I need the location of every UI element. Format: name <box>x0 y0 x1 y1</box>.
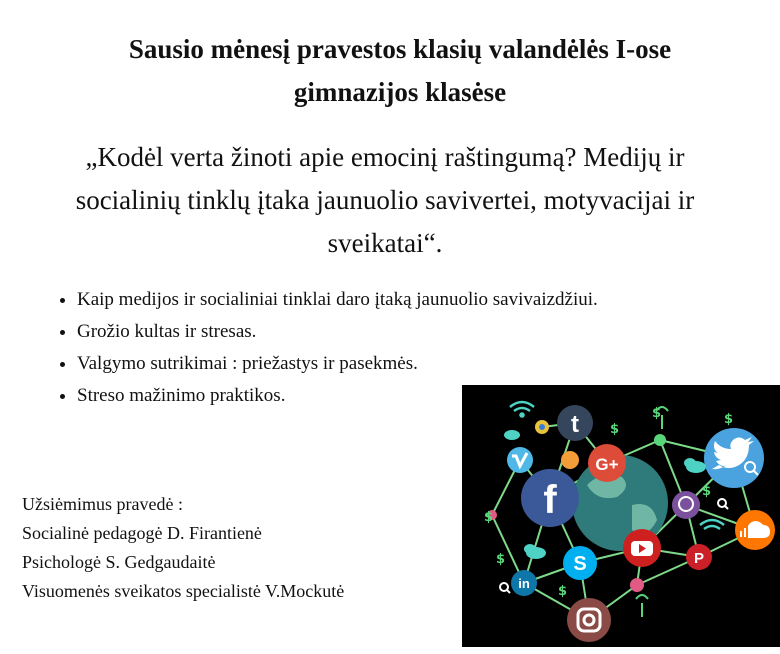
svg-text:$: $ <box>558 584 568 599</box>
tumblr-icon <box>557 405 593 441</box>
svg-text:$: $ <box>496 552 506 567</box>
cloud-icon <box>684 458 706 473</box>
topic-quote-line-3: sveikatai“. <box>327 228 443 258</box>
topic-list-item: • Grožio kultas ir stresas. <box>77 316 598 348</box>
wifi-icon <box>510 402 534 417</box>
search-icon <box>718 499 728 509</box>
wifi-icon <box>700 520 724 529</box>
search-icon <box>500 583 510 593</box>
facebook-logo-letter: f <box>543 478 557 522</box>
vimeo-icon <box>507 447 533 473</box>
topic-list-item: • Streso mažinimo praktikos. <box>77 380 598 412</box>
antenna-icon <box>636 595 648 617</box>
svg-text:$: $ <box>702 484 712 499</box>
skype-logo-letter: S <box>573 553 587 575</box>
pinterest-icon <box>686 544 712 570</box>
tumblr-logo-letter: t <box>571 411 579 438</box>
topic-list-item: • Kaip medijos ir socialiniai tinklai daro įtaką jaunuolio savivaizdžiui. <box>77 284 598 316</box>
pinterest-logo-letter: P <box>693 550 705 567</box>
viber-icon <box>672 491 700 519</box>
node-dot <box>654 434 666 446</box>
page-title <box>20 28 780 114</box>
topic-quote-line-2: socialinių tinklų įtaka jaunuolio savivertei, motyvacijai ir <box>75 185 695 215</box>
credits-person: Visuomenės sveikatos specialistė V.Mockutė <box>22 581 345 601</box>
google-plus-icon <box>588 444 626 482</box>
page-title-line-2: gimnazijos klasėse <box>293 77 507 107</box>
google-plus-logo-letters: G+ <box>595 455 619 474</box>
topic-quote-line-1: „Kodėl verta žinoti apie emocinį raštingumą? Medijų ir <box>85 142 685 172</box>
linkedin-logo-letters: in <box>518 576 530 591</box>
topic-quote <box>22 136 748 265</box>
svg-text:$: $ <box>724 412 734 427</box>
social-network-illustration <box>462 385 780 647</box>
svg-text:$: $ <box>610 422 620 437</box>
node-dot <box>630 578 644 592</box>
cloud-icon <box>524 544 546 559</box>
credits-person: Socialinė pedagogė D. Firantienė <box>22 523 262 543</box>
credits-person: Psichologė S. Gedgaudaitė <box>22 552 216 572</box>
youtube-icon <box>623 529 661 567</box>
svg-text:$: $ <box>652 406 662 421</box>
svg-text:$: $ <box>484 510 494 525</box>
cloud-icon <box>504 430 520 440</box>
node-dot <box>539 424 545 430</box>
social-network-graphic <box>462 385 780 647</box>
page-title-line-1: Sausio mėnesį pravestos klasių valandėlės I-ose <box>128 34 672 64</box>
topic-list-item: • Valgymo sutrikimai : priežastys ir pasekmės. <box>77 348 598 380</box>
soundcloud-icon <box>735 510 775 550</box>
facebook-icon <box>521 469 579 527</box>
instagram-icon <box>567 598 611 642</box>
credits-heading: Užsiėmimus pravedė : <box>22 494 183 514</box>
twitter-icon <box>704 428 764 488</box>
node-dot <box>561 451 579 469</box>
skype-icon <box>563 546 597 580</box>
linkedin-icon <box>511 570 537 596</box>
credits-block <box>22 490 344 606</box>
